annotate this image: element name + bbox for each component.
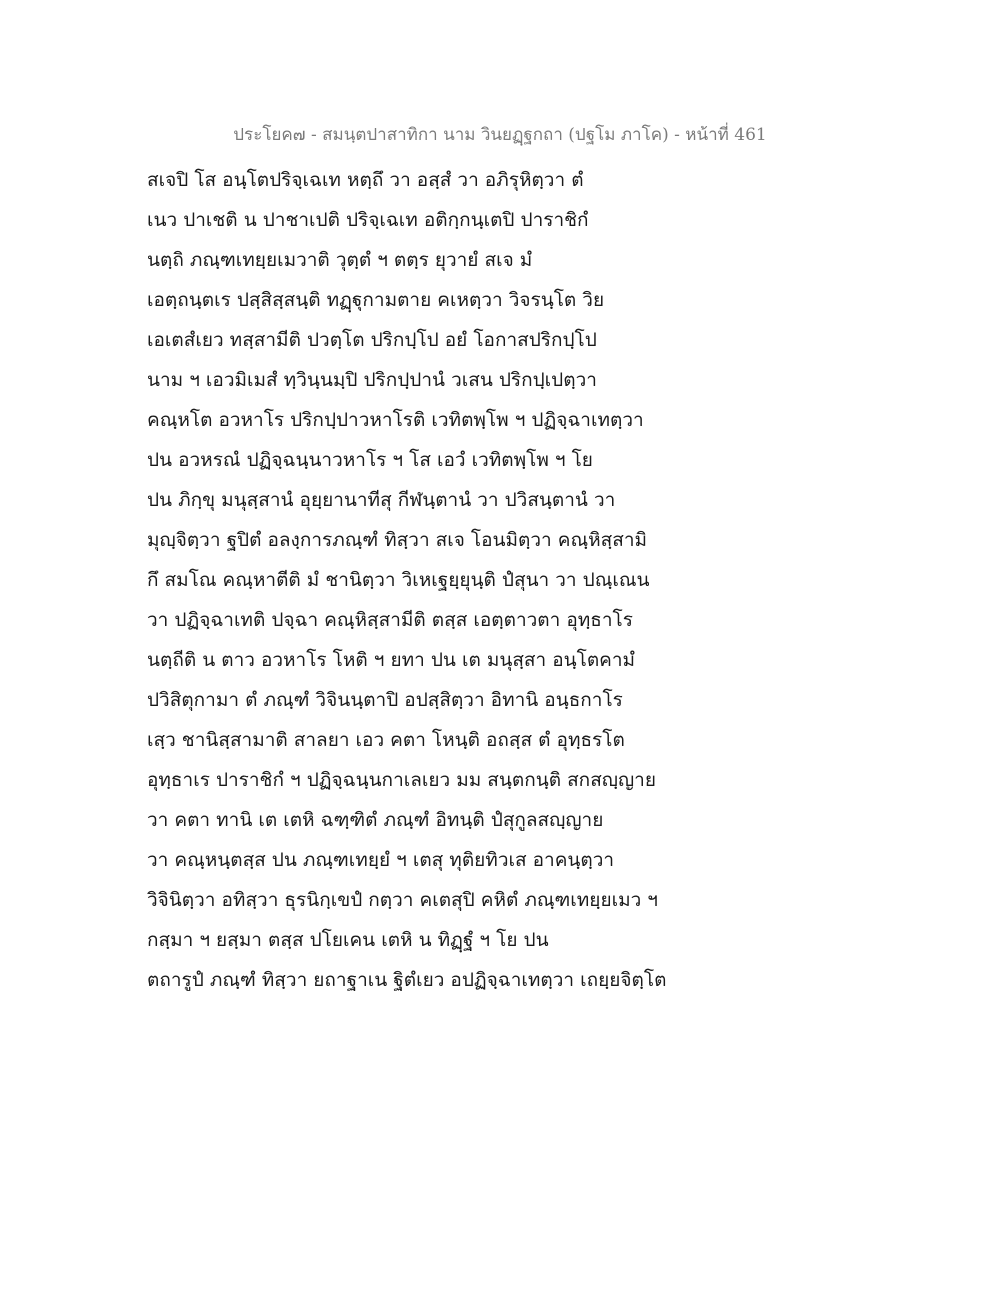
page-header: ประโยค๗ - สมนฺตปาสาทิกา นาม วินยฏฺฐกถา (ปฐโม ภาโค) - หน้าที่ 461 bbox=[233, 125, 767, 145]
page-body bbox=[147, 160, 687, 1000]
text-line: อุทฺธาเร ปาราชิกํ ฯ ปฏิจฺฉนฺนกาเลเยว มม สนฺตกนฺติ สกสญฺญาย bbox=[147, 769, 656, 791]
text-line: ปวิสิตุกามา ตํ ภณฺฑํ วิจินนฺตาปิ อปสฺสิตฺวา อิทานิ อนฺธกาโร bbox=[147, 689, 623, 711]
text-line: กึ สมโณ คณฺหาตีติ มํ ชานิตฺวา วิเหเฐยฺยุนฺติ ปํสุนา วา ปณฺเณน bbox=[147, 569, 650, 591]
text-line: ตถารูปํ ภณฺฑํ ทิสฺวา ยถาฐาเน ฐิตํเยว อปฏิจฺฉาเทตฺวา เถยฺยจิตฺโต bbox=[147, 969, 667, 991]
text-line: วา คตา ทานิ เต เตหิ ฉฑฺฑิตํ ภณฺฑํ อิทนฺติ ปํสุกูลสญฺญาย bbox=[147, 809, 604, 831]
text-line: เอเตสํเยว ทสฺสามีติ ปวตฺโต ปริกปฺโป อยํ โอกาสปริกปฺโป bbox=[147, 329, 597, 351]
text-line: เอตฺถนฺตเร ปสฺสิสฺสนฺติ ทฏฺฐุกามตาย คเหตฺวา วิจรนฺโต วิย bbox=[147, 289, 605, 311]
text-line: วิจินิตฺวา อทิสฺวา ธุรนิกฺเขปํ กตฺวา คเตสุปิ คหิตํ ภณฺฑเทยฺยเมว ฯ bbox=[147, 889, 658, 911]
text-line: สเจปิ โส อนฺโตปริจฺเฉเท หตฺถึ วา อสฺสํ วา อภิรุหิตฺวา ตํ bbox=[147, 169, 584, 191]
text-line: มุญฺจิตฺวา ฐปิตํ อลงฺการภณฺฑํ ทิสฺวา สเจ โอนมิตฺวา คณฺหิสฺสามิ bbox=[147, 529, 648, 551]
text-line: คณฺหโต อวหาโร ปริกปฺปาวหาโรติ เวทิตพฺโพ ฯ ปฏิจฺฉาเทตฺวา bbox=[147, 409, 644, 431]
text-line: ปน อวหรณํ ปฏิจฺฉนฺนาวหาโร ฯ โส เอวํ เวทิตพฺโพ ฯ โย bbox=[147, 449, 593, 471]
text-line: เนว ปาเชติ น ปาชาเปติ ปริจฺเฉเท อติกฺกนฺเตปิ ปาราชิกํ bbox=[147, 209, 589, 231]
text-line: ปน ภิกฺขุ มนุสฺสานํ อุยฺยานาทีสุ กีฬนฺตานํ วา ปวิสนฺตานํ วา bbox=[147, 489, 616, 511]
text-line: นาม ฯ เอวมิเมสํ ทฺวินฺนมฺปิ ปริกปฺปานํ วเสน ปริกปฺเปตฺวา bbox=[147, 369, 597, 391]
text-line: นตฺถิ ภณฺฑเทยฺยเมวาติ วุตฺตํ ฯ ตตฺร ยุวายํ สเจ มํ bbox=[147, 249, 533, 271]
text-line: นตฺถีติ น ตาว อวหาโร โหติ ฯ ยทา ปน เต มนุสฺสา อนฺโตคามํ bbox=[147, 649, 636, 671]
text-line: วา ปฏิจฺฉาเทติ ปจฺฉา คณฺหิสฺสามีติ ตสฺส เอตฺตาวตา อุทฺธาโร bbox=[147, 609, 633, 631]
text-line: วา คณฺหนฺตสฺส ปน ภณฺฑเทยฺยํ ฯ เตสุ ทุติยทิวเส อาคนฺตฺวา bbox=[147, 849, 615, 871]
text-line: กสฺมา ฯ ยสฺมา ตสฺส ปโยเคน เตหิ น ทิฏฺฐํ ฯ โย ปน bbox=[147, 929, 549, 951]
text-line: เสฺว ชานิสฺสามาติ สาลยา เอว คตา โหนฺติ อถสฺส ตํ อุทฺธรโต bbox=[147, 729, 625, 751]
